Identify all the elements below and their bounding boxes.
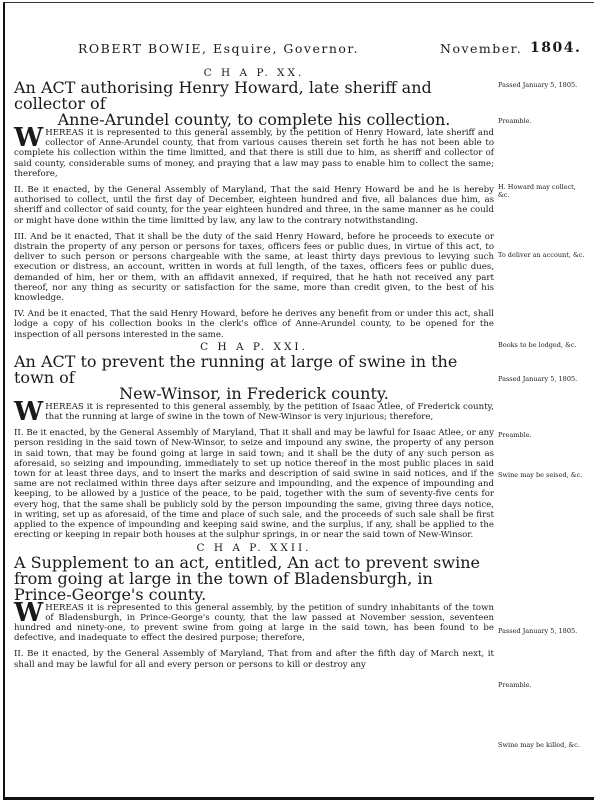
paragraph: III. And be it enacted, That it shall be the duty of the said Henry Howard, before he proceeds to execute or distrain the property of any person or persons for taxes, officers fees or public dues, in virtue of this act, to deliver to such person or persons chargeable with the same, at least thirty days previous to levying such execution or distress, an account, written in words at full length, of the taxes, officers fees or public dues, demanded of him, her or them, with an affidavit annexed, if required, that he hath not received any part thereof, nor any thing as security or satisfaction for the same, more than credit given, to the best of his knowledge. xyxy=(14,231,494,304)
header-month: November. xyxy=(440,41,523,56)
margin-note: Passed January 5, 1805. xyxy=(498,375,578,383)
act-title: An ACT to prevent the running at large of swine in the town of xyxy=(14,351,458,387)
margin-note: Swine may be killed, &c. xyxy=(498,741,580,749)
margin-note: Preamble. xyxy=(498,681,532,689)
drop-cap: W xyxy=(14,123,44,153)
header-year: 1804. xyxy=(530,40,582,56)
margin-note: To deliver an account, &c. xyxy=(498,251,585,259)
act-title: An ACT authorising Henry Howard, late sheriff and collector of xyxy=(14,78,432,113)
paragraph-text: HEREAS it is represented to this general assembly, by the petition of Isaac Atlee, of Frederick county, that the running at large of swine in the town of New-Winsor is very injurious; therefore, xyxy=(45,401,494,423)
margin-note: Swine may be seised, &c. xyxy=(498,471,583,479)
chapter-label: C H A P. XXII. xyxy=(196,541,312,554)
margin-note: Preamble. xyxy=(498,431,532,439)
margin-note: Passed January 5, 1805. xyxy=(498,81,578,89)
drop-cap: W xyxy=(14,597,44,628)
margin-note: Books to be lodged, &c. xyxy=(498,341,577,349)
margin-note: Preamble. xyxy=(498,117,532,125)
paragraph-text: HEREAS it is represented to this general assembly, by the petition of Henry Howard, late sheriff and collector of Anne-Arundel county, that from various causes therein set forth he has not been able to complete his collection within the time limitted, and that there is still due to him, as sheriff and collector of said county, considerable sums of money, and praying that a law may pass to enable him to collect the same; therefore, xyxy=(14,128,494,179)
margin-note: Passed January 5, 1805. xyxy=(498,627,578,635)
chapter-label: C H A P. XX. xyxy=(203,67,305,79)
drop-cap: W xyxy=(14,396,44,427)
act-title-continued: New-Winsor, in Frederick county. xyxy=(119,383,389,403)
act-title-continued: Anne-Arundel county, to complete his collection. xyxy=(57,110,451,129)
paragraph xyxy=(14,597,494,644)
header-governor: ROBERT BOWIE, Esquire, Governor. xyxy=(78,41,360,56)
paragraph: IV. And be it enacted, That the said Henry Howard, before he derives any benefit from or under this act, shall lodge a copy of his collection books in the clerk's office of Anne-Arundel county, to be opened for the inspection of all persons interested in the same. xyxy=(14,309,494,340)
chapter-label: C H A P. XXI. xyxy=(200,340,308,353)
paragraph: II. Be it enacted, by the General Assembly of Maryland, That from and after the fifth day of March next, it shall and may be lawful for all and every person or persons to kill or destroy any xyxy=(14,649,494,670)
act-title: A Supplement to an act, entitled, An act to prevent swine from going at large in the town of Bladensburgh, in Prince-George's county. xyxy=(14,552,480,604)
paragraph: II. Be it enacted, by the General Assembly of Maryland, That it shall and may be lawful for Isaac Atlee, or any person residing in the said town of New-Winsor, to seize and impound any swine, the property of any person in said town, that may be found going at large in said town; and it shall be the duty of any such person as aforesaid, so seizing and impounding, immediately to set up notice thereof in the most public places in said town for at least three days, and to insert the marks and description of said swine in said notices, and if the same are not reclaimed within three days after seizure and impounding, and the expence of impounding and keeping, to be allowed by a justice of the peace, to be paid, together with the sum of seventy-five cents for every hog, that the same shall be publicly sold by the person impounding the same, giving three days notice, in writing, set up as aforesaid, of the time and place of such sale, and the proceeds of such sale shall be first applied to the expence of impounding and keeping said swine, and the surplus, if any, shall be applied to the erecting or keeping in repair both houses at the sulphur springs, in or near the said town of New-Winsor. xyxy=(14,428,494,541)
paragraph: II. Be it enacted, by the General Assembly of Maryland, That the said Henry Howard be and he is hereby authorised to collect, until the first day of December, eighteen hundred and five, all balances due him, as sheriff and collector of said county, for the year eighteen hundred and three, in the same manner as he could or might have done within the time limitted by law, any law to the contrary notwithstanding. xyxy=(14,185,494,226)
paragraph xyxy=(14,396,494,427)
body-text xyxy=(14,66,494,670)
margin-note: H. Howard may collect, &c. xyxy=(498,183,576,199)
paragraph-text: HEREAS it is represented to this general assembly, by the petition of sundry inhabitants of the town of Bladensburgh, in Prince-George's county, that the law passed at November session, seventeen hundred and ninety-one, to prevent swine from going at large in the said town, has been found to be defective, and inadequate to effect the desired purpose; therefore, xyxy=(14,602,494,644)
running-header xyxy=(20,41,586,61)
paragraph xyxy=(14,123,494,179)
